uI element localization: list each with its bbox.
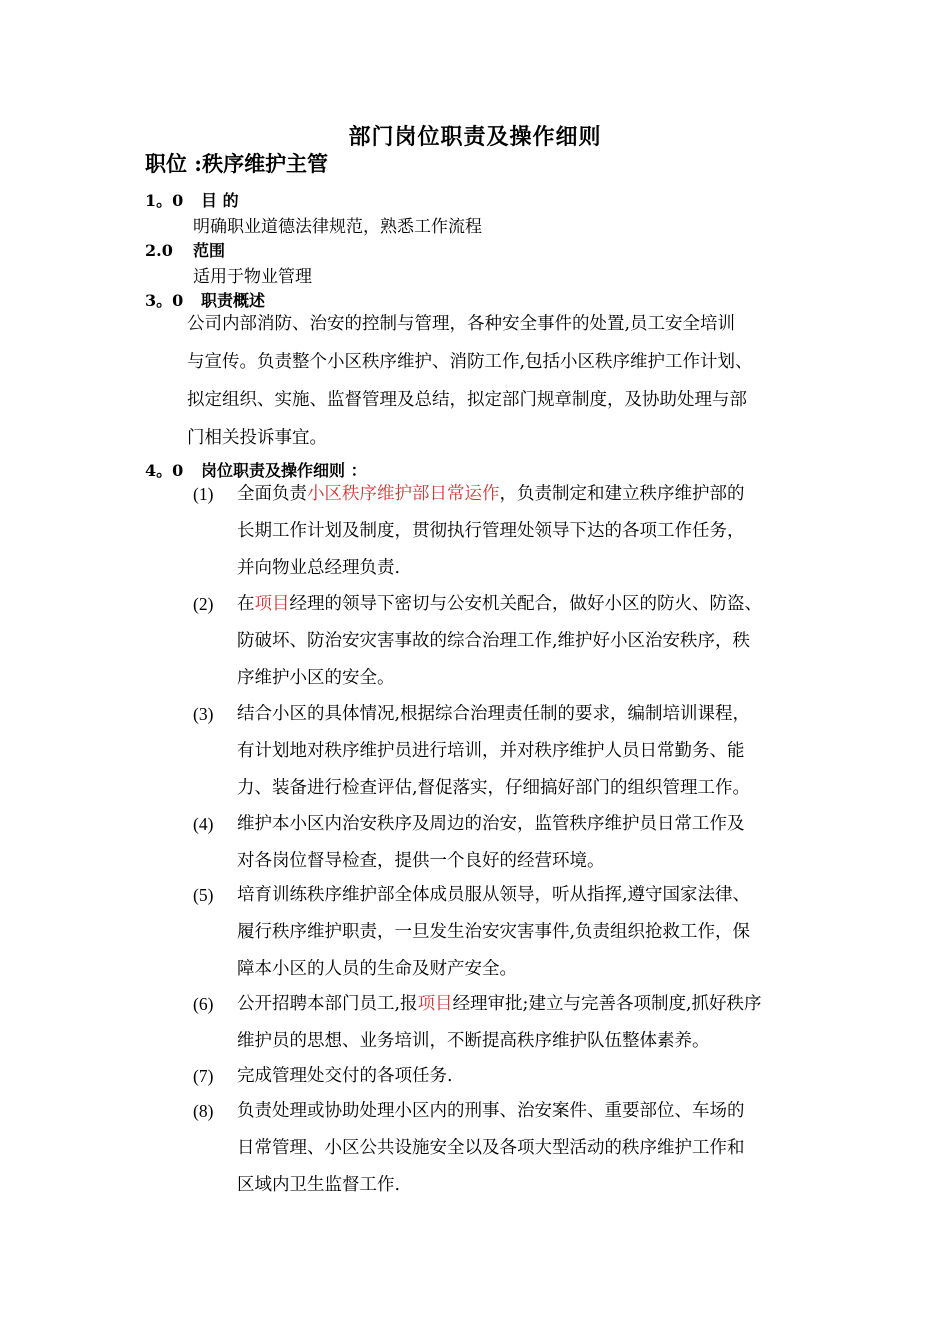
paragraph-line: 与宣传。负责整个小区秩序维护、消防工作,包括小区秩序维护工作计划、 [187, 352, 753, 372]
item-line: 有计划地对秩序维护员进行培训，并对秩序维护人员日常勤务、能 [237, 741, 745, 761]
item-line: 维护本小区内治安秩序及周边的治安，监管秩序维护员日常工作及 [237, 814, 745, 834]
item-marker: (7) [193, 1066, 214, 1086]
item-marker: (8) [193, 1101, 214, 1121]
section-1-text: 明确职业道德法律规范，熟悉工作流程 [193, 217, 482, 237]
item-text: 全面负责 [237, 484, 307, 504]
section-1-title: 目 的 [201, 191, 239, 210]
item-line: 力、装备进行检查评估,督促落实，仔细搞好部门的组织管理工作。 [237, 778, 751, 798]
item-marker: (4) [193, 814, 214, 834]
item-line: 完成管理处交付的各项任务. [237, 1066, 453, 1086]
item-marker: (3) [193, 704, 214, 724]
item-marker: (2) [193, 594, 214, 614]
item-line [237, 476, 837, 513]
item-line: 障本小区的人员的生命及财产安全。 [237, 959, 517, 979]
section-2-title: 范围 [193, 241, 226, 260]
item-line: 对各岗位督导检查，提供一个良好的经营环境。 [237, 851, 605, 871]
item-line: 序维护小区的安全。 [237, 668, 395, 688]
section-2-number: 2.0 [145, 241, 173, 260]
section-2-heading [145, 238, 225, 261]
position-title: 职位 :秩序维护主管 [145, 151, 329, 176]
section-4-title: 岗位职责及操作细则 ： [201, 461, 367, 480]
section-3-title: 职责概述 [201, 291, 266, 310]
highlighted-text: 项目 [417, 994, 453, 1014]
item-text: 在 [237, 594, 255, 614]
section-3-paragraph [187, 305, 817, 457]
section-1-number: 1。0 [145, 191, 184, 210]
item-text: 经理的领导下密切与公安机关配合，做好小区的防火、防盗、 [289, 594, 762, 614]
item-line: 区域内卫生监督工作. [237, 1175, 401, 1195]
item-text: ，负责制定和建立秩序维护部的 [499, 484, 745, 504]
item-line: 结合小区的具体情况,根据综合治理责任制的要求，编制培训课程， [237, 704, 751, 724]
paragraph-line: 门相关投诉事宜。 [187, 428, 327, 448]
document-title: 部门岗位职责及操作细则 [348, 124, 602, 150]
item-marker: (5) [193, 885, 214, 905]
item-line: 防破坏、防治安灾害事故的综合治理工作,维护好小区治安秩序，秩 [237, 631, 751, 651]
section-1-heading [145, 188, 239, 211]
highlighted-text: 小区秩序维护部日常运作 [307, 484, 500, 504]
section-4-number: 4。0 [145, 461, 184, 480]
highlighted-text: 项目 [254, 594, 290, 614]
item-line [237, 586, 837, 623]
paragraph-line: 拟定组织、实施、监督管理及总结，拟定部门规章制度，及协助处理与部 [187, 390, 747, 410]
item-line: 负责处理或协助处理小区内的刑事、治安案件、重要部位、车场的 [237, 1101, 745, 1121]
section-3-number: 3。0 [145, 291, 184, 310]
item-marker: (6) [193, 994, 214, 1014]
item-text: 公开招聘本部门员工,报 [237, 994, 418, 1014]
item-line: 履行秩序维护职责，一旦发生治安灾害事件,负责组织抢救工作，保 [237, 922, 751, 942]
item-line: 培育训练秩序维护部全体成员服从领导，听从指挥,遵守国家法律、 [237, 885, 751, 905]
item-marker: (1) [193, 484, 214, 504]
paragraph-line: 公司内部消防、治安的控制与管理，各种安全事件的处置,员工安全培训 [187, 314, 736, 334]
item-line: 维护员的思想、业务培训，不断提高秩序维护队伍整体素养。 [237, 1031, 710, 1051]
section-2-text: 适用于物业管理 [193, 267, 312, 287]
item-line: 并向物业总经理负责. [237, 558, 401, 578]
item-line [237, 986, 837, 1023]
item-line: 日常管理、小区公共设施安全以及各项大型活动的秩序维护工作和 [237, 1138, 745, 1158]
item-line: 长期工作计划及制度，贯彻执行管理处领导下达的各项工作任务， [237, 521, 745, 541]
item-text: 经理审批;建立与完善各项制度,抓好秩序 [452, 994, 762, 1014]
